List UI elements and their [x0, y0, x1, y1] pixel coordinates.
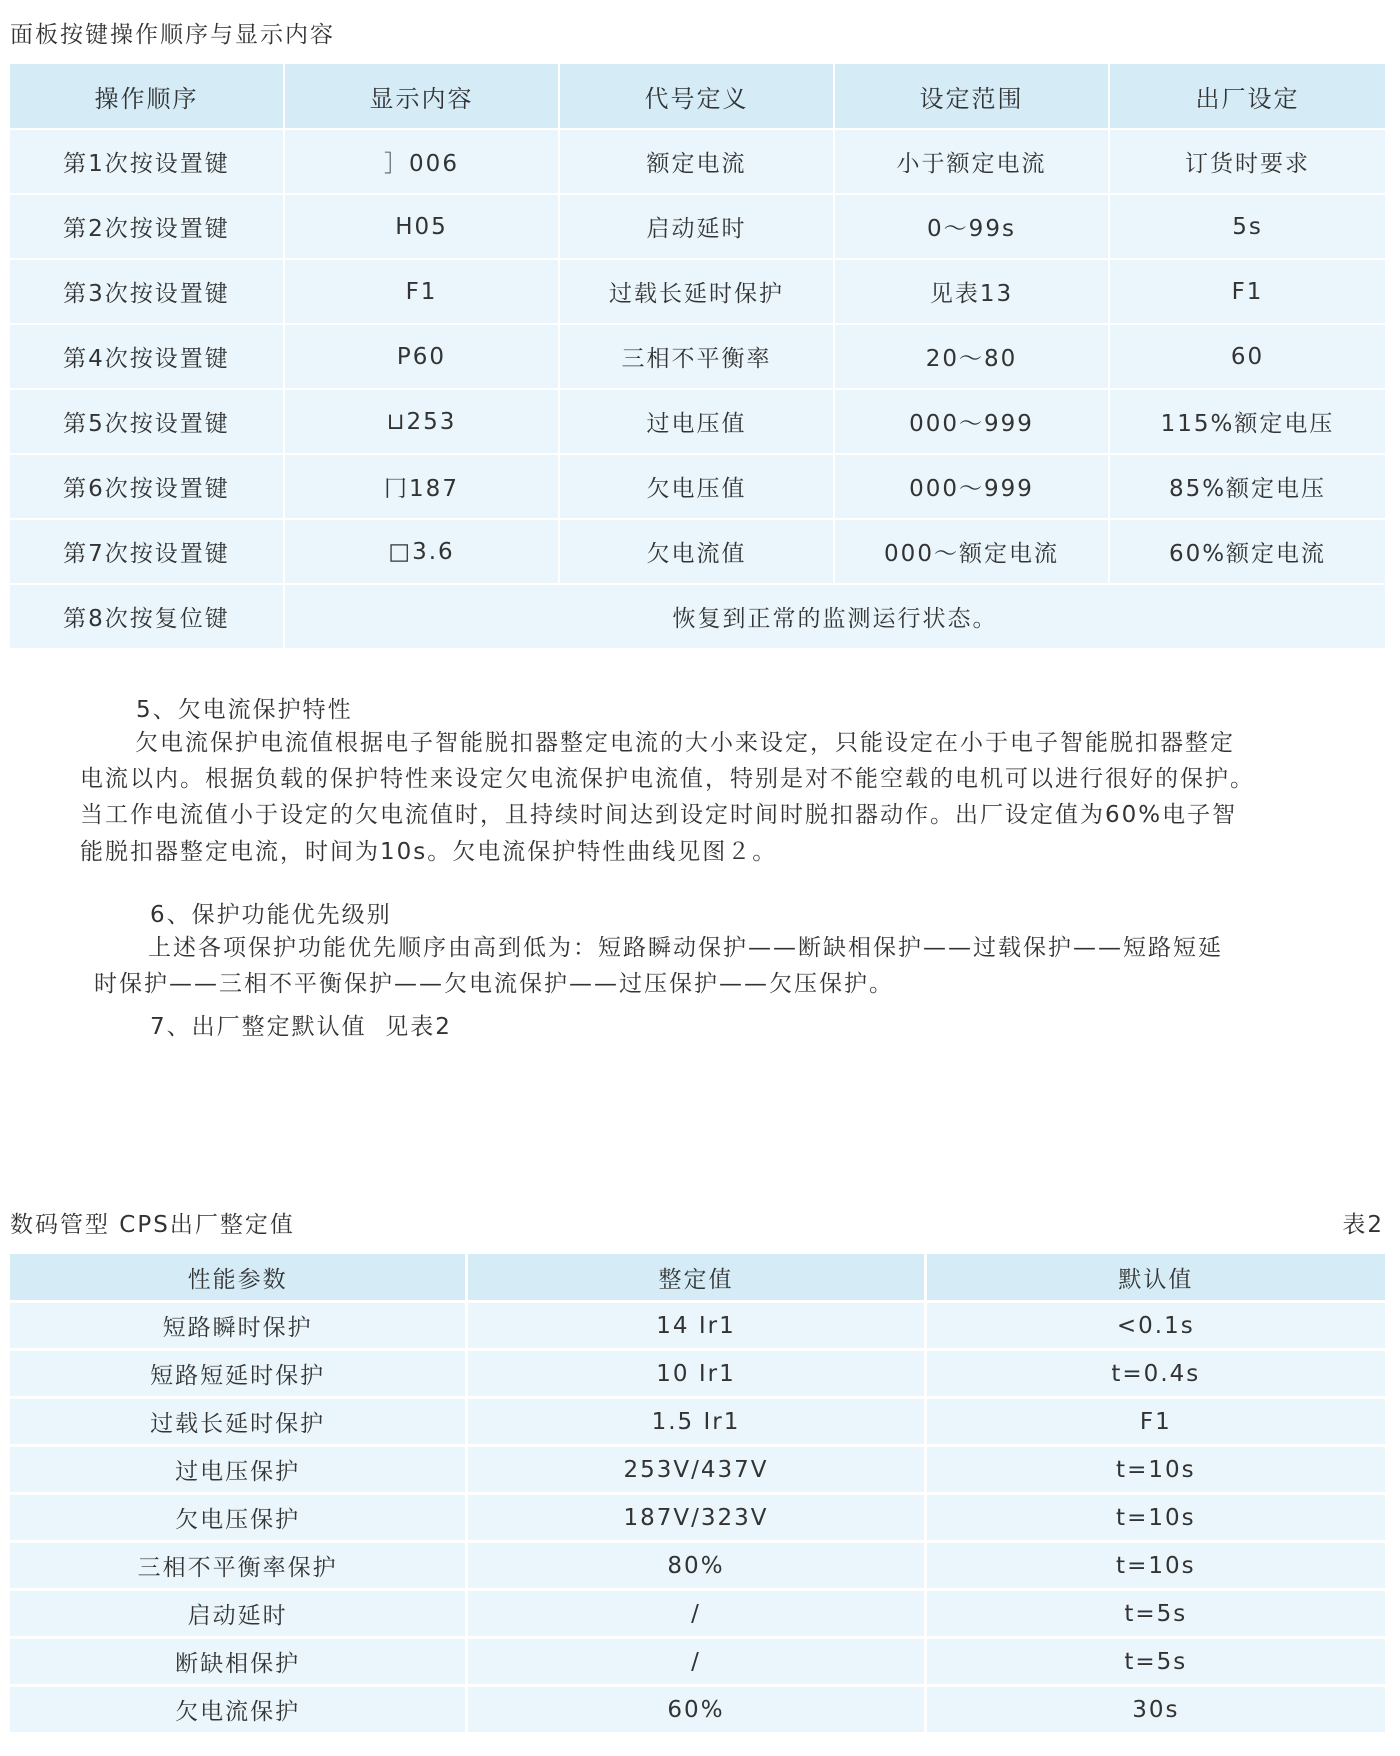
cell: 60%: [468, 1684, 926, 1732]
header-default-value: 默认值: [927, 1254, 1385, 1300]
cell: 三相不平衡率: [560, 323, 835, 388]
table-row: [10, 388, 1385, 453]
table1-caption: 面板按键操作顺序与显示内容: [10, 22, 335, 48]
panel-key-table: [10, 64, 1385, 648]
cell: 85%额定电压: [1110, 453, 1385, 518]
cell: 额定电流: [560, 128, 835, 193]
header-factory-setting: 出厂设定: [1110, 64, 1385, 128]
cell: 启动延时: [10, 1588, 468, 1636]
cell: 过电压保护: [10, 1444, 468, 1492]
section5-line: 能脱扣器整定电流，时间为10s。欠电流保护特性曲线见图２。: [80, 839, 778, 865]
cell: 欠电压值: [560, 453, 835, 518]
cell: □3.6: [285, 518, 560, 583]
table-row: [10, 1540, 1385, 1588]
section6-line: 时保护——三相不平衡保护——欠电流保护——过压保护——欠压保护。: [94, 971, 894, 997]
cell: 60%额定电流: [1110, 518, 1385, 583]
cell: /: [468, 1636, 926, 1684]
cell: 欠电流保护: [10, 1684, 468, 1732]
cell: 14 Ir1: [468, 1300, 926, 1348]
table-row: [10, 453, 1385, 518]
table-row: [10, 193, 1385, 258]
cell: 20～80: [835, 323, 1110, 388]
cell: F1: [285, 258, 560, 323]
cell: t=10s: [927, 1492, 1385, 1540]
cell: 欠电压保护: [10, 1492, 468, 1540]
header-parameter: 性能参数: [10, 1254, 468, 1300]
cps-factory-settings-table: [10, 1254, 1385, 1732]
section6-heading: 6、保护功能优先级别: [150, 902, 392, 928]
cell: 000～额定电流: [835, 518, 1110, 583]
cell: 60: [1110, 323, 1385, 388]
table-row: [10, 1636, 1385, 1684]
section5-line: 当工作电流值小于设定的欠电流值时，且持续时间达到设定时间时脱扣器动作。出厂设定值为60%电子智: [80, 802, 1238, 828]
cell: 过载长延时保护: [10, 1396, 468, 1444]
table-row: [10, 323, 1385, 388]
cell: 30s: [927, 1684, 1385, 1732]
cell: 253V/437V: [468, 1444, 926, 1492]
cell: 5s: [1110, 193, 1385, 258]
cell: 187V/323V: [468, 1492, 926, 1540]
cell: H05: [285, 193, 560, 258]
cell: P60: [285, 323, 560, 388]
header-operation-order: 操作顺序: [10, 64, 285, 128]
section5-line: 欠电流保护电流值根据电子智能脱扣器整定电流的大小来设定，只能设定在小于电子智能脱扣器整定: [135, 730, 1235, 756]
cell: 短路瞬时保护: [10, 1300, 468, 1348]
cell: 短路短延时保护: [10, 1348, 468, 1396]
section7-heading: 7、出厂整定默认值 见表2: [150, 1014, 452, 1040]
cell: 第2次按设置键: [10, 193, 285, 258]
table-row: [10, 518, 1385, 583]
cell: 断缺相保护: [10, 1636, 468, 1684]
header-code-definition: 代号定义: [560, 64, 835, 128]
cell: 过电压值: [560, 388, 835, 453]
cell: 80%: [468, 1540, 926, 1588]
cell: 10 Ir1: [468, 1348, 926, 1396]
table2-caption: 数码管型 CPS出厂整定值: [10, 1212, 295, 1238]
cell: 欠电流值: [560, 518, 835, 583]
cell: 第6次按设置键: [10, 453, 285, 518]
cell: 第4次按设置键: [10, 323, 285, 388]
table-row: [10, 1396, 1385, 1444]
header-setting-range: 设定范围: [835, 64, 1110, 128]
cell: /: [468, 1588, 926, 1636]
cell: 000～999: [835, 388, 1110, 453]
cell: 第1次按设置键: [10, 128, 285, 193]
table-header-row: [10, 1254, 1385, 1300]
table-row: [10, 128, 1385, 193]
cell: t=10s: [927, 1540, 1385, 1588]
cell: 过载长延时保护: [560, 258, 835, 323]
table-row: [10, 1588, 1385, 1636]
cell: 第8次按复位键: [10, 583, 285, 648]
cell: 1.5 Ir1: [468, 1396, 926, 1444]
cell: 三相不平衡率保护: [10, 1540, 468, 1588]
section6-line: 上述各项保护功能优先顺序由高到低为：短路瞬动保护——断缺相保护——过载保护——短路短延: [148, 935, 1223, 961]
cell: F1: [1110, 258, 1385, 323]
cell: 见表13: [835, 258, 1110, 323]
cell: 订货时要求: [1110, 128, 1385, 193]
table-row-reset: [10, 583, 1385, 648]
cell: 启动延时: [560, 193, 835, 258]
cell: ⊔253: [285, 388, 560, 453]
cell: 第5次按设置键: [10, 388, 285, 453]
header-display-content: 显示内容: [285, 64, 560, 128]
table-row: [10, 1348, 1385, 1396]
section5-line: 电流以内。根据负载的保护特性来设定欠电流保护电流值，特别是对不能空载的电机可以进行很好的保护。: [80, 766, 1255, 792]
cell: 第3次按设置键: [10, 258, 285, 323]
table-row: [10, 258, 1385, 323]
section5-heading: 5、欠电流保护特性: [136, 697, 353, 723]
cell: t=10s: [927, 1444, 1385, 1492]
reset-description-cell: 恢复到正常的监测运行状态。: [285, 583, 1385, 648]
cell: 000～999: [835, 453, 1110, 518]
cell: t=5s: [927, 1588, 1385, 1636]
cell: ］006: [285, 128, 560, 193]
cell: 冂187: [285, 453, 560, 518]
table2-label: 表2: [1342, 1212, 1384, 1238]
table-row: [10, 1300, 1385, 1348]
header-setting-value: 整定值: [468, 1254, 926, 1300]
table-header-row: [10, 64, 1385, 128]
cell: 115%额定电压: [1110, 388, 1385, 453]
cell: 小于额定电流: [835, 128, 1110, 193]
cell: <0.1s: [927, 1300, 1385, 1348]
cell: 0～99s: [835, 193, 1110, 258]
table-row: [10, 1492, 1385, 1540]
cell: F1: [927, 1396, 1385, 1444]
table-row: [10, 1684, 1385, 1732]
table-row: [10, 1444, 1385, 1492]
cell: 第7次按设置键: [10, 518, 285, 583]
cell: t=0.4s: [927, 1348, 1385, 1396]
cell: t=5s: [927, 1636, 1385, 1684]
